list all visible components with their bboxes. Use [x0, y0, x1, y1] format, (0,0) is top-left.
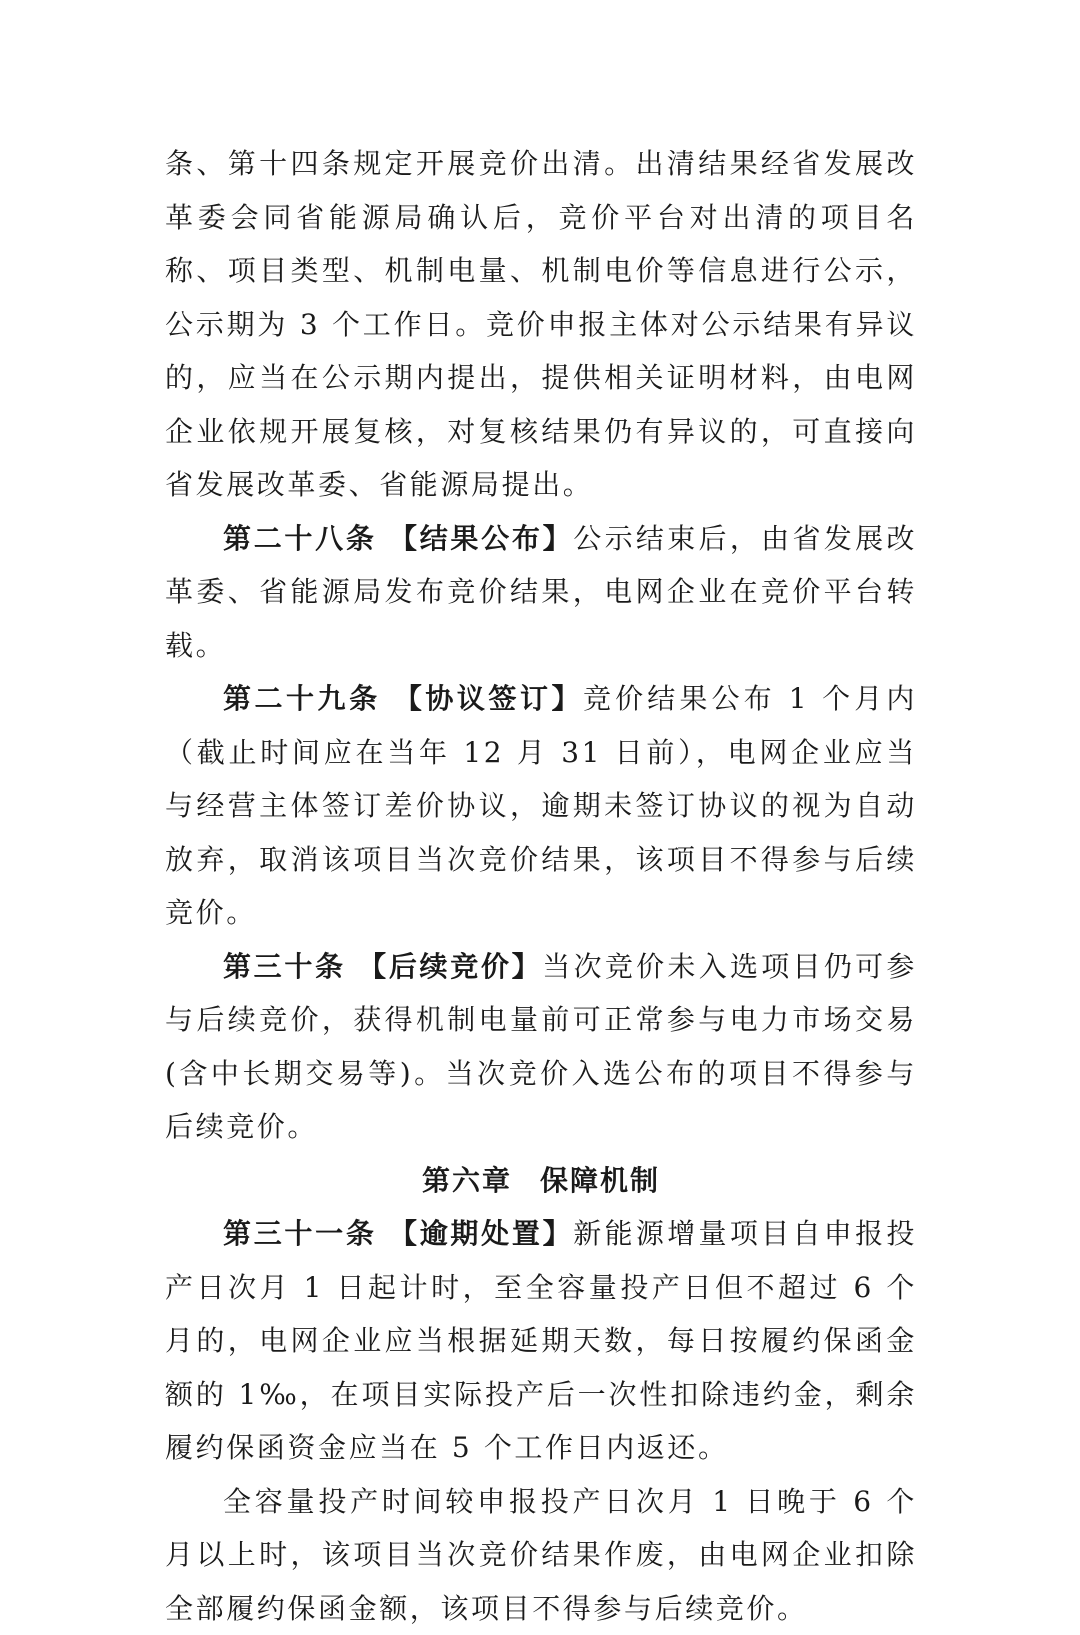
article-heading: 第二十九条 【协议签订】	[223, 682, 583, 715]
article-text: 公示结束后，由省发展改革委、省能源局发布竞价结果，电网企业在竞价平台转载。	[165, 522, 917, 662]
chapter-name: 保障机制	[540, 1164, 660, 1197]
article-30	[165, 940, 917, 1154]
chapter-title	[165, 1154, 917, 1208]
article-text: 当次竞价未入选项目仍可参与后续竞价，获得机制电量前可正常参与电力市场交易(含中长期交易等)。当次竞价入选公布的项目不得参与后续竞价。	[165, 950, 917, 1144]
article-28	[165, 512, 917, 673]
article-text: 竞价结果公布 1 个月内（截止时间应在当年 12 月 31 日前），电网企业应当与经营主体签订差价协议，逾期未签订协议的视为自动放弃，取消该项目当次竞价结果，该项目不得参与后续竞价。	[165, 682, 917, 929]
article-31-paragraph-2	[165, 1475, 917, 1635]
article-text: 新能源增量项目自申报投产日次月 1 日起计时，至全容量投产日但不超过 6 个月的，电网企业应当根据延期天数，每日按履约保函金额的 1‰，在项目实际投产后一次性扣除违约金，剩余履约保函资金应当在 5 个工作日内返还。	[165, 1217, 917, 1464]
article-31	[165, 1207, 917, 1475]
article-heading: 第三十条 【后续竞价】	[223, 950, 542, 983]
paragraph-continuation	[165, 137, 917, 512]
article-heading: 第三十一条 【逾期处置】	[223, 1217, 573, 1250]
paragraph-text: 全容量投产时间较申报投产日次月 1 日晚于 6 个月以上时，该项目当次竞价结果作废，由电网企业扣除全部履约保函金额，该项目不得参与后续竞价。	[165, 1485, 917, 1625]
article-heading: 第二十八条 【结果公布】	[223, 522, 573, 555]
document-body	[165, 137, 917, 1635]
article-29	[165, 672, 917, 940]
paragraph-text: 条、第十四条规定开展竞价出清。出清结果经省发展改革委会同省能源局确认后，竞价平台对出清的项目名称、项目类型、机制电量、机制电价等信息进行公示，公示期为 3 个工作日。竞价申报主体对公示结果有异议的，应当在公示期内提出，提供相关证明材料，由电网企业依规开展复核，对复核结果仍有异议的，可直接向省发展改革委、省能源局提出。	[165, 147, 917, 501]
chapter-number: 第六章	[422, 1164, 512, 1197]
